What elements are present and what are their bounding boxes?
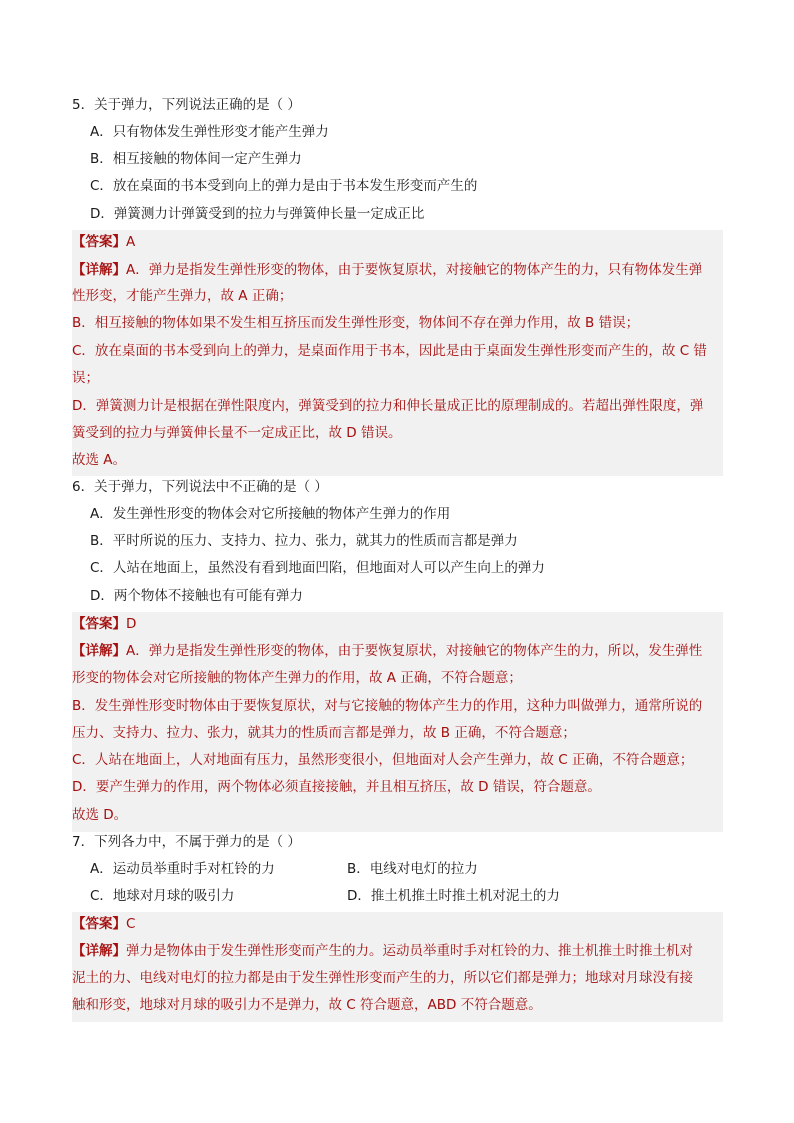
q5-option-d: D．弹簧测力计弹簧受到的拉力与弹簧伸长量一定成正比 — [90, 206, 425, 222]
q5-detail-line-7: 簧受到的拉力与弹簧伸长量不一定成正比，故 D 错误。 — [72, 425, 402, 441]
q5-detail-line-6: D．弹簧测力计是根据在弹性限度内，弹簧受到的拉力和伸长量成正比的原理制成的。若超出弹性限度，弹 — [72, 398, 704, 414]
q5-answer-tag: 【答案】 — [72, 234, 126, 250]
q7-detail-line-3: 触和形变，地球对月球的吸引力不是弹力，故 C 符合题意，ABD 不符合题意。 — [72, 997, 542, 1013]
q6-detail-line-2: 形变的物体会对它所接触的物体产生弹力的作用，故 A 正确，不符合题意； — [72, 670, 522, 686]
q7-answer-block — [72, 912, 723, 1022]
q6-detail-line-5: C．人站在地面上，人对地面有压力，虽然形变很小，但地面对人会产生弹力，故 C 正确，不符合题意； — [72, 752, 694, 768]
q6-option-a: A．发生弹性形变的物体会对它所接触的物体产生弹力的作用 — [90, 506, 451, 522]
q5-detail-line-2: 性形变，才能产生弹力，故 A 正确； — [72, 288, 293, 304]
q6-detail-line-3: B．发生弹性形变时物体由于要恢复原状，对与它接触的物体产生力的作用，这种力叫做弹力，通常所说的 — [72, 698, 703, 714]
q5-option-c: C．放在桌面的书本受到向上的弹力是由于书本发生形变而产生的 — [90, 178, 478, 194]
q7-answer-line — [72, 914, 135, 936]
q5-stem: 5．关于弹力，下列说法正确的是（ ） — [72, 97, 301, 113]
q6-stem: 6．关于弹力，下列说法中不正确的是（ ） — [72, 479, 328, 495]
q5-option-b: B．相互接触的物体间一定产生弹力 — [90, 151, 302, 167]
q5-detail-line-3: B．相互接触的物体如果不发生相互挤压而发生弹性形变，物体间不存在弹力作用，故 B 错误； — [72, 315, 640, 331]
q5-answer-block — [72, 230, 723, 476]
q5-detail-tag: 【详解】 — [72, 262, 126, 278]
q5-detail-line-5: 误； — [72, 370, 99, 386]
q6-option-d: D．两个物体不接触也有可能有弹力 — [90, 588, 303, 604]
q6-detail-text-1: A．弹力是指发生弹性形变的物体，由于要恢复原状，对接触它的物体产生的力，所以，发生弹性 — [126, 643, 703, 659]
q6-answer-block — [72, 612, 723, 832]
q7-option-a: A．运动员举重时手对杠铃的力 — [90, 861, 275, 877]
q5-option-a: A．只有物体发生弹性形变才能产生弹力 — [90, 124, 329, 140]
q7-option-b: B．电线对电灯的拉力 — [347, 861, 478, 877]
q5-conclusion: 故选 A。 — [72, 452, 127, 468]
q7-detail-text-1: 弹力是物体由于发生弹性形变而产生的力。运动员举重时手对杠铃的力、推土机推土时推土机对 — [126, 943, 693, 959]
q7-option-c: C．地球对月球的吸引力 — [90, 888, 235, 904]
q6-answer-line — [72, 614, 136, 636]
q6-detail-line-1 — [72, 641, 702, 663]
q7-detail-line-1 — [72, 941, 693, 963]
q5-detail-line-1 — [72, 260, 702, 282]
q6-option-c: C．人站在地面上，虽然没有看到地面凹陷，但地面对人可以产生向上的弹力 — [90, 560, 545, 576]
q6-answer-tag: 【答案】 — [72, 616, 126, 632]
q5-answer: A — [126, 234, 136, 250]
q5-answer-line — [72, 232, 135, 254]
q7-option-d: D．推土机推土时推土机对泥土的力 — [347, 888, 560, 904]
q6-detail-line-4: 压力、支持力、拉力、张力，就其力的性质而言都是弹力，故 B 正确，不符合题意； — [72, 725, 576, 741]
q6-detail-tag: 【详解】 — [72, 643, 126, 659]
q6-conclusion: 故选 D。 — [72, 807, 128, 823]
q6-option-b: B．平时所说的压力、支持力、拉力、张力，就其力的性质而言都是弹力 — [90, 533, 518, 549]
q6-answer: D — [126, 616, 137, 632]
q7-detail-line-2: 泥土的力、电线对电灯的拉力都是由于发生弹性形变而产生的力，所以它们都是弹力；地球对月球没有接 — [72, 970, 693, 986]
q7-stem: 7．下列各力中，不属于弹力的是（ ） — [72, 834, 301, 850]
q7-answer-tag: 【答案】 — [72, 916, 126, 932]
q5-detail-line-4: C．放在桌面的书本受到向上的弹力，是桌面作用于书本，因此是由于桌面发生弹性形变而产生的，故 C 错 — [72, 343, 707, 359]
q7-answer: C — [126, 916, 136, 932]
q6-detail-line-6: D．要产生弹力的作用，两个物体必须直接接触，并且相互挤压，故 D 错误，符合题意。 — [72, 779, 601, 795]
q7-detail-tag: 【详解】 — [72, 943, 126, 959]
q5-detail-text-1: A．弹力是指发生弹性形变的物体，由于要恢复原状，对接触它的物体产生的力，只有物体发生弹 — [126, 262, 703, 278]
